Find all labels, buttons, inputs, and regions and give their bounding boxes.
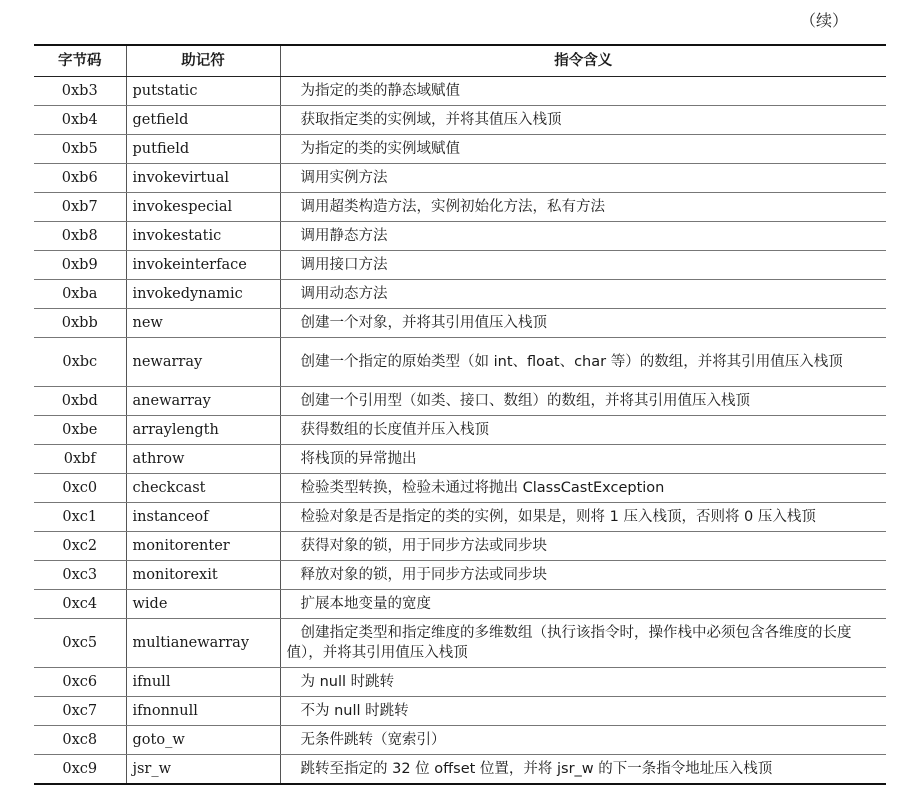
table-row [34,697,886,726]
table-row [34,755,886,785]
bytecode-cell: 0xc2 [34,532,126,561]
meaning-cell [280,697,886,726]
table-row [34,387,886,416]
meaning-text: 创建一个引用型（如类、接口、数组）的数组，并将其引用值压入栈顶 [300,393,750,409]
meaning-text: 调用超类构造方法，实例初始化方法，私有方法 [300,199,605,215]
bytecode-cell: 0xbf [34,445,126,474]
mnemonic-cell: invokespecial [126,193,280,222]
mnemonic-cell: multianewarray [126,619,280,668]
bytecode-cell: 0xc9 [34,755,126,785]
meaning-cell [280,416,886,445]
table-row [34,77,886,106]
meaning-text: 扩展本地变量的宽度 [300,596,431,612]
mnemonic-cell: arraylength [126,416,280,445]
bytecode-cell: 0xc8 [34,726,126,755]
meaning-cell [280,561,886,590]
mnemonic-cell: checkcast [126,474,280,503]
bytecode-cell: 0xb6 [34,164,126,193]
bytecode-cell: 0xc6 [34,668,126,697]
meaning-cell [280,619,886,668]
table-row [34,445,886,474]
meaning-cell [280,164,886,193]
meaning-cell [280,222,886,251]
bytecode-cell: 0xbd [34,387,126,416]
mnemonic-cell: athrow [126,445,280,474]
meaning-text: 获得对象的锁，用于同步方法或同步块 [300,538,547,554]
meaning-cell [280,726,886,755]
mnemonic-cell: invokedynamic [126,280,280,309]
meaning-cell [280,338,886,387]
header-bytecode: 字节码 [34,45,126,77]
meaning-cell [280,503,886,532]
mnemonic-cell: newarray [126,338,280,387]
bytecode-cell: 0xc7 [34,697,126,726]
mnemonic-cell: ifnull [126,668,280,697]
mnemonic-cell: invokevirtual [126,164,280,193]
mnemonic-cell: monitorenter [126,532,280,561]
meaning-text: 获取指定类的实例域，并将其值压入栈顶 [300,112,562,128]
mnemonic-cell: invokestatic [126,222,280,251]
meaning-cell [280,251,886,280]
bytecode-cell: 0xba [34,280,126,309]
meaning-cell [280,77,886,106]
meaning-text: 调用静态方法 [300,228,388,244]
meaning-text: 创建指定类型和指定维度的多维数组（执行该指令时，操作栈中必须包含各维度的长度值），并将其引用值压入栈顶 [286,625,852,661]
bytecode-cell: 0xb7 [34,193,126,222]
mnemonic-cell: invokeinterface [126,251,280,280]
table-row [34,280,886,309]
continued-label: （续） [800,11,849,30]
meaning-text: 调用接口方法 [300,257,388,273]
table-row [34,164,886,193]
table-row [34,222,886,251]
opcode-table [34,44,886,785]
header-mnemonic: 助记符 [126,45,280,77]
bytecode-cell: 0xc3 [34,561,126,590]
bytecode-cell: 0xc0 [34,474,126,503]
meaning-cell [280,590,886,619]
meaning-text: 检验对象是否是指定的类的实例，如果是，则将 1 压入栈顶，否则将 0 压入栈顶 [300,509,816,525]
meaning-text: 不为 null 时跳转 [300,703,409,719]
meaning-cell [280,755,886,785]
meaning-text: 释放对象的锁，用于同步方法或同步块 [300,567,547,583]
mnemonic-cell: getfield [126,106,280,135]
bytecode-cell: 0xc4 [34,590,126,619]
table-row [34,532,886,561]
bytecode-cell: 0xb8 [34,222,126,251]
table-row [34,251,886,280]
mnemonic-cell: wide [126,590,280,619]
mnemonic-cell: monitorexit [126,561,280,590]
bytecode-cell: 0xbb [34,309,126,338]
meaning-text: 将栈顶的异常抛出 [300,451,417,467]
meaning-cell [280,445,886,474]
mnemonic-cell: anewarray [126,387,280,416]
bytecode-cell: 0xbe [34,416,126,445]
mnemonic-cell: instanceof [126,503,280,532]
table-row [34,590,886,619]
bytecode-cell: 0xb4 [34,106,126,135]
meaning-text: 跳转至指定的 32 位 offset 位置，并将 jsr_w 的下一条指令地址压入栈顶 [300,761,773,777]
table-row [34,416,886,445]
table-row [34,106,886,135]
meaning-text: 调用实例方法 [300,170,388,186]
table-row [34,503,886,532]
mnemonic-cell: goto_w [126,726,280,755]
header-meaning: 指令含义 [280,45,886,77]
meaning-cell [280,668,886,697]
table-row [34,726,886,755]
meaning-cell [280,309,886,338]
mnemonic-cell: putstatic [126,77,280,106]
table-row [34,668,886,697]
meaning-text: 无条件跳转（宽索引） [300,732,446,748]
meaning-cell [280,280,886,309]
meaning-cell [280,474,886,503]
meaning-cell [280,135,886,164]
bytecode-cell: 0xbc [34,338,126,387]
table-row [34,193,886,222]
meaning-text: 获得数组的长度值并压入栈顶 [300,422,489,438]
meaning-cell [280,532,886,561]
table-row [34,338,886,387]
bytecode-cell: 0xc1 [34,503,126,532]
table-row [34,619,886,668]
mnemonic-cell: putfield [126,135,280,164]
bytecode-cell: 0xb3 [34,77,126,106]
mnemonic-cell: new [126,309,280,338]
table-header-row [34,45,886,77]
table-row [34,561,886,590]
meaning-cell [280,387,886,416]
mnemonic-cell: ifnonnull [126,697,280,726]
table-row [34,474,886,503]
meaning-cell [280,193,886,222]
meaning-text: 为指定的类的静态域赋值 [300,83,460,99]
meaning-text: 检验类型转换，检验未通过将抛出 ClassCastException [300,480,665,496]
table-row [34,309,886,338]
meaning-text: 为指定的类的实例域赋值 [300,141,460,157]
meaning-text: 创建一个对象，并将其引用值压入栈顶 [300,315,547,331]
table-row [34,135,886,164]
bytecode-cell: 0xb5 [34,135,126,164]
meaning-text: 调用动态方法 [300,286,388,302]
meaning-cell [280,106,886,135]
bytecode-cell: 0xc5 [34,619,126,668]
meaning-text: 创建一个指定的原始类型（如 int、float、char 等）的数组，并将其引用值压入栈顶 [300,354,843,370]
mnemonic-cell: jsr_w [126,755,280,785]
bytecode-cell: 0xb9 [34,251,126,280]
meaning-text: 为 null 时跳转 [300,674,395,690]
